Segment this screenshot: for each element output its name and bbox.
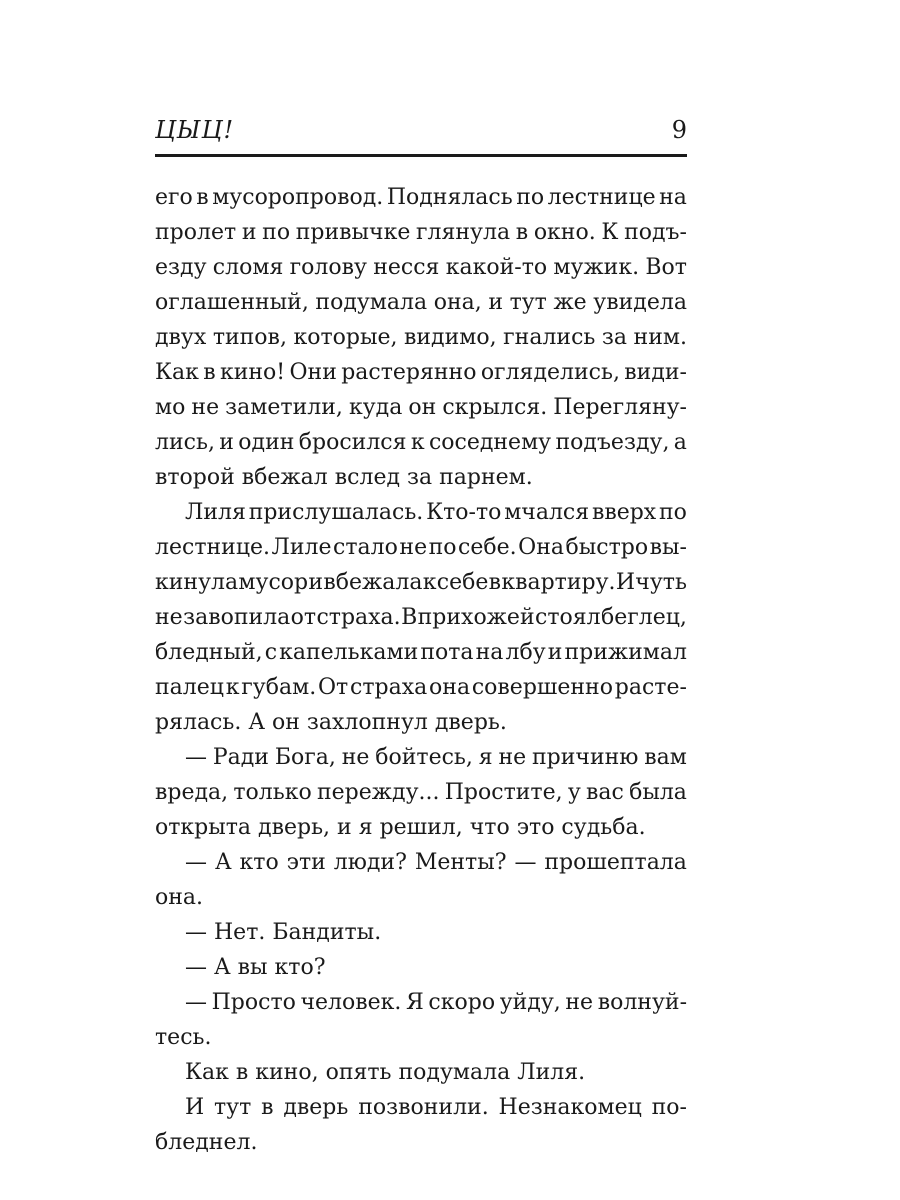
word: оглашенный, [155, 290, 309, 315]
word: лись, [155, 430, 215, 455]
text-line [155, 670, 687, 705]
word: расте- [614, 675, 687, 700]
word: на [475, 640, 504, 665]
word: по [659, 500, 687, 525]
word: скоро [428, 990, 496, 1015]
word: я [478, 745, 493, 770]
word: кинула [155, 570, 239, 595]
text-line [155, 1020, 687, 1055]
word: позвонили. [358, 1095, 489, 1120]
header-rule [155, 154, 687, 157]
word: Она [518, 535, 564, 560]
text-line-content [155, 425, 687, 460]
word: причиню [532, 745, 639, 770]
text-line [155, 845, 687, 880]
word: стоял [535, 605, 601, 630]
text-line [155, 915, 687, 950]
word: по [262, 220, 291, 245]
word: мужик. [553, 255, 640, 280]
word: и [488, 290, 503, 315]
word: тут [509, 290, 547, 315]
word: От [318, 675, 349, 700]
text-line-content [155, 670, 687, 705]
running-title: ЦЫЦ! [155, 116, 235, 144]
word: только [233, 780, 312, 805]
word: Просто [211, 990, 296, 1015]
text-line-content [155, 215, 687, 250]
text-line [155, 740, 687, 775]
text-line-content: — А вы кто? [185, 955, 326, 980]
word: Я [406, 990, 424, 1015]
text-line-content: Как в кино, опять подумала Лиля. [185, 1060, 586, 1085]
text-line-content [155, 635, 687, 670]
text-line-content [185, 1090, 687, 1125]
word: мусоропровод. [212, 185, 384, 210]
word: — [514, 850, 537, 875]
word: стало [333, 535, 398, 560]
text-line [155, 1090, 687, 1125]
word: уйду, [499, 990, 561, 1015]
text-line-content: она. [155, 885, 204, 910]
word: страха [350, 675, 428, 700]
word: пролет [155, 220, 237, 245]
text-line-content [185, 985, 687, 1020]
word: пережду... [317, 780, 440, 805]
word: Лиле [271, 535, 332, 560]
text-line-content: бледнел. [155, 1130, 258, 1155]
word: квартиру. [501, 570, 616, 595]
word: завопила [183, 605, 291, 630]
word: с [264, 640, 278, 665]
text-line-content: второй вбежал вслед за парнем. [155, 465, 533, 490]
text-line-content [155, 355, 687, 390]
word: его [155, 185, 193, 210]
page-number: 9 [671, 116, 687, 144]
word: не [341, 745, 370, 770]
word: у [567, 780, 581, 805]
word: а [673, 430, 687, 455]
text-line-content: тесь. [155, 1025, 212, 1050]
text-line [155, 355, 687, 390]
word: один [238, 430, 295, 455]
text-line [155, 425, 687, 460]
word: мусор [238, 570, 309, 595]
word: мчался [504, 500, 590, 525]
word: гнались [503, 325, 596, 350]
word: не [155, 605, 183, 630]
word: вреда, [155, 780, 229, 805]
word: себе. [458, 535, 517, 560]
word: Перегляну- [553, 395, 687, 420]
word: види- [624, 360, 687, 385]
word: в [488, 570, 502, 595]
text-line-content [185, 845, 687, 880]
text-line [155, 460, 687, 495]
word: вы- [649, 535, 687, 560]
text-line-content [155, 250, 687, 285]
word: типов, [212, 325, 287, 350]
word: И [185, 1095, 205, 1120]
word: к [410, 430, 425, 455]
word: и [219, 430, 234, 455]
word: бойтесь, [375, 745, 473, 770]
text-line [155, 320, 687, 355]
text-line-content [155, 285, 687, 320]
word: глянула [416, 220, 511, 245]
word: окно. [533, 220, 596, 245]
word: бледный, [155, 640, 263, 665]
word: в [203, 360, 216, 385]
word: мо [155, 395, 186, 420]
word: по [516, 185, 545, 210]
text-line [155, 250, 687, 285]
text-line-content [185, 495, 687, 530]
word: огляделись, [480, 360, 620, 385]
word: она [429, 675, 471, 700]
text-line [155, 390, 687, 425]
text-line [155, 810, 687, 845]
text-line [155, 285, 687, 320]
word: Менты? [414, 850, 507, 875]
word: в [196, 185, 209, 210]
text-line [155, 985, 687, 1020]
text-line-content [155, 565, 687, 600]
text-line-content [185, 740, 687, 775]
word: прислушалась. [248, 500, 424, 525]
word: В [401, 605, 418, 630]
word: вбежала [323, 570, 423, 595]
word: вас [586, 780, 624, 805]
word: совершенно [471, 675, 613, 700]
word: волнуй- [597, 990, 687, 1015]
word: соседнему [428, 430, 552, 455]
text-line [155, 215, 687, 250]
text-line [155, 635, 687, 670]
text-line [155, 530, 687, 565]
body-text [155, 180, 687, 1160]
word: в [515, 220, 529, 245]
word: видимо, [404, 325, 497, 350]
word: — [185, 990, 207, 1015]
word: и [241, 220, 257, 245]
text-line [155, 705, 687, 740]
word: тут [214, 1095, 252, 1120]
word: не [498, 745, 527, 770]
word: К [601, 220, 619, 245]
text-line [155, 775, 687, 810]
word: в [261, 1095, 274, 1120]
word: же [553, 290, 587, 315]
word: он [408, 395, 437, 420]
word: чуть [635, 570, 687, 595]
word: не [191, 395, 220, 420]
word: быстро [565, 535, 649, 560]
word: Лиля [185, 500, 246, 525]
word: вам [644, 745, 687, 770]
word: Простите, [444, 780, 563, 805]
word: за [601, 325, 628, 350]
text-line-content [155, 775, 687, 810]
text-line [155, 880, 687, 915]
word: эти [286, 850, 326, 875]
word: люди? [333, 850, 407, 875]
text-line [155, 1125, 687, 1160]
word: не [399, 535, 428, 560]
word: ним. [633, 325, 687, 350]
word: пота [420, 640, 474, 665]
word: прихожей [417, 605, 535, 630]
word: двух [155, 325, 207, 350]
text-line-content: открыта дверь, и я решил, что это судьба. [155, 815, 646, 840]
text-line [155, 180, 687, 215]
word: Незнакомец [498, 1095, 642, 1120]
word: к [422, 570, 437, 595]
word: прижимал [564, 640, 687, 665]
text-line [155, 1055, 687, 1090]
word: Вот [645, 255, 687, 280]
word: Как [155, 360, 199, 385]
word: которые, [293, 325, 398, 350]
word: капельками [279, 640, 419, 665]
word: кино! [219, 360, 286, 385]
text-line [155, 600, 687, 635]
word: подъ- [624, 220, 687, 245]
word: и [547, 640, 563, 665]
word: лестнице. [155, 535, 270, 560]
word: несся [373, 255, 440, 280]
word: не [565, 990, 594, 1015]
text-line-content [155, 530, 687, 565]
word: куда [348, 395, 403, 420]
word: растерянно [341, 360, 477, 385]
word: бросился [298, 430, 407, 455]
word: — [185, 745, 207, 770]
word: И [615, 570, 636, 595]
word: губам. [241, 675, 317, 700]
word: лбу [505, 640, 546, 665]
word: и [308, 570, 324, 595]
word: кто [239, 850, 279, 875]
text-line-content: — Нет. Бандиты. [185, 920, 382, 945]
word: вверх [591, 500, 657, 525]
text-line [155, 565, 687, 600]
word: к [225, 675, 240, 700]
word: Поднялась [386, 185, 513, 210]
page-header [155, 112, 687, 152]
word: Они [289, 360, 337, 385]
text-line [155, 495, 687, 530]
word: человек. [300, 990, 402, 1015]
word: прошептала [544, 850, 687, 875]
word: беглец, [600, 605, 687, 630]
word: езду [155, 255, 207, 280]
word: лестнице [547, 185, 656, 210]
word: палец [155, 675, 224, 700]
word: Бога, [274, 745, 336, 770]
word: увидела [593, 290, 687, 315]
text-line [155, 950, 687, 985]
word: по- [651, 1095, 687, 1120]
text-line-content [155, 390, 687, 425]
text-line-content [155, 180, 687, 215]
word: себе [436, 570, 489, 595]
word: была [629, 780, 687, 805]
word: голову [289, 255, 367, 280]
word: по [428, 535, 457, 560]
text-line-content: рялась. А он захлопнул дверь. [155, 710, 507, 735]
word: заметили, [225, 395, 343, 420]
word: А [214, 850, 232, 875]
word: какой-то [445, 255, 548, 280]
word: Ради [212, 745, 269, 770]
word: сломя [212, 255, 284, 280]
word: скрылся. [442, 395, 548, 420]
text-line-content [155, 320, 687, 355]
word: привычке [295, 220, 411, 245]
word: дверь [283, 1095, 349, 1120]
word: страха. [316, 605, 401, 630]
word: подумала [315, 290, 428, 315]
word: от [290, 605, 317, 630]
word: Кто-то [426, 500, 502, 525]
word: она, [433, 290, 482, 315]
word: подъезду, [555, 430, 670, 455]
word: — [185, 850, 207, 875]
word: на [659, 185, 687, 210]
text-line-content [155, 600, 687, 635]
